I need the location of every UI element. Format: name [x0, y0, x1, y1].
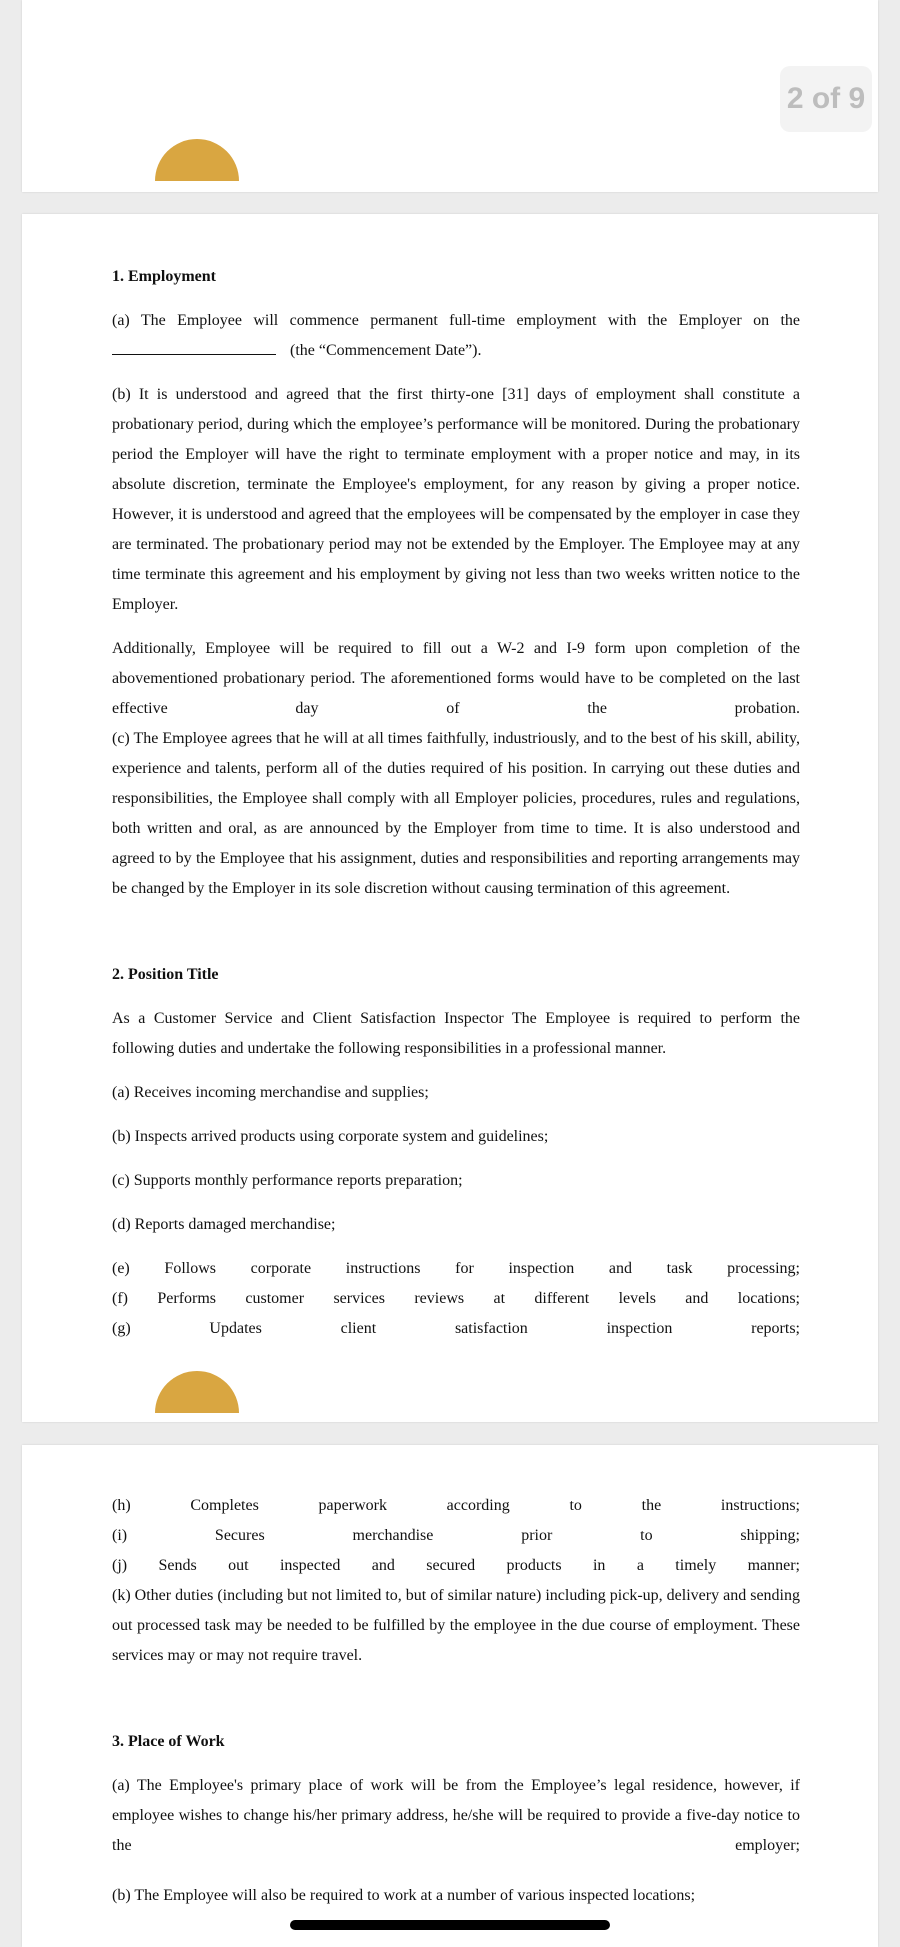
document-page-3	[22, 1445, 878, 1947]
clause-additionally: Additionally, Employee will be required to fill out a W-2 and I-9 form upon completion of the abovementioned probationary period. The aforementioned forms would have to be completed on the last effective day of the probation.	[112, 640, 800, 717]
commencement-date-blank	[112, 338, 276, 355]
clause-1a-line1: (a) The Employee will commence permanent full-time employment with the Employer on the	[112, 312, 800, 329]
duty-item: (i) Secures merchandise prior to shipping;	[112, 1527, 800, 1544]
document-page-1	[22, 0, 878, 192]
clause-1b: (b) It is understood and agreed that the first thirty-one [31] days of employment shall constitute a probationary period, during which the employee’s performance will be monitored. During the probationary period the Employer will have the right to terminate employment with a proper notice and may, in its absolute discretion, terminate the Employee's employment, for any reason by giving a proper notice. However, it is understood and agreed that the employees will be compensated by the employer in case they are terminated. The probationary period may not be extended by the Employer. The Employee may at any time terminate this agreement and his employment by giving not less than two weeks written notice to the Employer.	[112, 386, 800, 613]
clause-3a: (a) The Employee's primary place of work will be from the Employee’s legal residence, however, if employee wishes to change his/her primary address, he/she will be required to provide a five-day notice to the employer;	[112, 1777, 800, 1854]
clause-1c: (c) The Employee agrees that he will at all times faithfully, industriously, and to the best of his skill, ability, experience and talents, perform all of the duties required of his position. In carrying out these duties and responsibilities, the Employee shall comply with all Employer policies, procedures, rules and regulations, both written and oral, as are announced by the Employer from time to time. It is also understood and agreed to by the Employee that his assignment, duties and responsibilities and reporting arrangements may be changed by the Employer in its sole discretion without causing termination of this agreement.	[112, 730, 800, 897]
clause-3b: (b) The Employee will also be required to work at a number of various inspected locations;	[112, 1887, 696, 1904]
section-heading: 2. Position Title	[112, 966, 219, 983]
section2-intro: As a Customer Service and Client Satisfaction Inspector The Employee is required to perform the following duties and undertake the following responsibilities in a professional manner.	[112, 1010, 800, 1057]
section-heading: 3. Place of Work	[112, 1733, 225, 1750]
duty-item: (b) Inspects arrived products using corporate system and guidelines;	[112, 1128, 549, 1145]
duty-item: (c) Supports monthly performance reports preparation;	[112, 1172, 463, 1189]
home-indicator[interactable]	[290, 1920, 610, 1930]
section-heading: 1. Employment	[112, 268, 216, 285]
clause-1a-line2	[112, 336, 800, 366]
scroll-marker	[155, 139, 239, 181]
duty-item: (e) Follows corporate instructions for inspection and task processing;	[112, 1260, 800, 1277]
duty-item: (d) Reports damaged merchandise;	[112, 1216, 336, 1233]
duty-item: (h) Completes paperwork according to the instructions;	[112, 1497, 800, 1514]
scroll-marker	[155, 1371, 239, 1413]
page-indicator: 2 of 9	[780, 66, 872, 132]
document-page-2	[22, 214, 878, 1422]
duty-item: (a) Receives incoming merchandise and supplies;	[112, 1084, 429, 1101]
clause-1a-suffix: (the “Commencement Date”).	[290, 342, 482, 359]
duty-item: (j) Sends out inspected and secured products in a timely manner;	[112, 1557, 800, 1574]
duty-item: (f) Performs customer services reviews at different levels and locations;	[112, 1290, 800, 1307]
duty-item: (k) Other duties (including but not limited to, but of similar nature) including pick-up, delivery and sending out processed task may be needed to be fulfilled by the employee in the due course of employment. These services may or may not require travel.	[112, 1587, 800, 1664]
duty-item: (g) Updates client satisfaction inspection reports;	[112, 1320, 800, 1337]
